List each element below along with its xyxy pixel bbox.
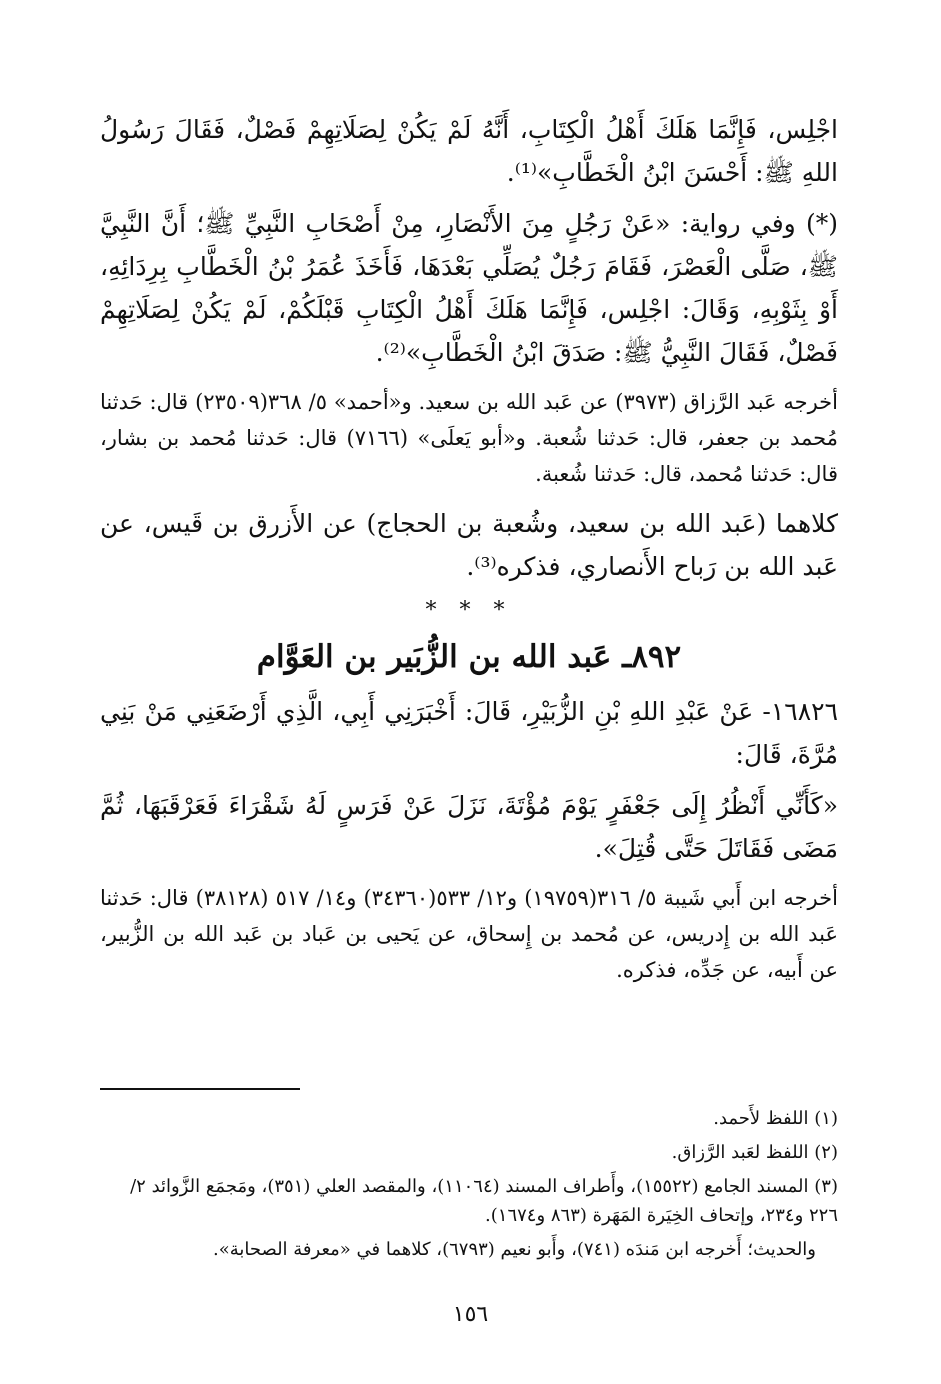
footnote-2: (٢) اللفظ لعَبد الرَّزاق. (671, 1142, 838, 1163)
footnote-3: (٣) المسند الجامع (١٥٥٢٢)، وأَطراف المسند (١١٠٦٤)، والمقصد العلي (٣٥١)، ومَجمَع الزَّوائد ٢/ ٢٢٦ و٢٣٤، وإتحاف الخِيَرة المَهَرة (٨٦٣ و١٦٧٤). (130, 1176, 838, 1226)
section-separator: * * * (425, 598, 513, 623)
hadith-variant-narration: (*) وفي رواية: «عَنْ رَجُلٍ مِنَ الأَنْصَارِ، مِنْ أَصْحَابِ النَّبِيِّ ﷺ؛ أَنَّ النَّبِيَّ ﷺ، صَلَّى الْعَصْرَ، فَقَامَ رَجُلٌ يُصَلِّي بَعْدَهَا، فَأَخَذَ عُمَرُ بْنُ الْخَطَّابِ بِرِدَائِهِ، أَوْ بِثَوْبِهِ، وَقَالَ: اجْلِس، فَإِنَّمَا هَلَكَ أَهْلُ الْكِتَابِ قَبْلَكُمْ، لَمْ يَكُنْ لِصَلَاتِهِمْ فَصْلٌ، فَقَالَ النَّبِيُّ ﷺ: صَدَقَ ابْنُ الْخَطَّابِ»⁽²⁾. (100, 209, 838, 367)
page-body (100, 108, 838, 998)
hadith-number-text: ١٦٨٢٦- عَنْ عَبْدِ اللهِ بْنِ الزُّبَيْرِ، قَالَ: أَخْبَرَنِي أَبِي، الَّذِي أَرْضَعَنِي مَنْ بَنِي مُرَّةَ، قَالَ: (100, 697, 838, 769)
footnote-divider (100, 1088, 300, 1090)
takhrij-paragraph-2: أخرجه ابن أَبي شَيبة ٥/ ٣١٦(١٩٧٥٩) و١٢/ ٥٣٣(٣٤٣٦٠) و١٤/ ٥١٧ (٣٨١٢٨) قال: حَدثنا عَبد الله بن إِدريس، عن مُحمد بن إِسحاق، عن يَحيى بن عَباد بن عَبد الله بن الزُّبير، عن أَبيه، عن جَدِّه، فذكره. (100, 886, 838, 982)
footnote-3-continuation: والحديث؛ أَخرجه ابن مَندَه (٧٤١)، وأَبو نعيم (٦٧٩٣)، كلاهما في «معرفة الصحابة». (212, 1239, 816, 1260)
isnad-paragraph: كلاهما (عَبد الله بن سعيد، وشُعبة بن الحجاج) عن الأَزرق بن قَيس، عن عَبد الله بن رَباح الأَنصاري، فذكره⁽³⁾. (100, 509, 838, 581)
section-heading: ٨٩٢ـ عَبد الله بن الزُّبَير بن العَوَّام (256, 639, 682, 675)
hadith-text-continued: اجْلِس، فَإِنَّمَا هَلَكَ أَهْلُ الْكِتَابِ، أَنَّهُ لَمْ يَكُنْ لِصَلَاتِهِمْ فَصْلٌ، فَقَالَ رَسُولُ اللهِ ﷺ: أَحْسَنَ ابْنُ الْخَطَّابِ»⁽¹⁾. (100, 115, 838, 187)
takhrij-paragraph: أخرجه عَبد الرَّزاق (٣٩٧٣) عن عَبد الله بن سعيد. و«أحمد» ٥/ ٣٦٨(٢٣٥٠٩) قال: حَدثنا مُحمد بن جعفر، قال: حَدثنا شُعبة. و«أبو يَعلَى» (٧١٦٦) قال: حَدثنا مُحمد بن بشار، قال: حَدثنا مُحمد، قال: حَدثنا شُعبة. (100, 390, 838, 486)
page-number: ١٥٦ (452, 1302, 489, 1327)
footnote-1: (١) اللفظ لأَحمد. (713, 1108, 838, 1129)
hadith-matn: «كَأَنِّي أَنْظُرُ إِلَى جَعْفَرٍ يَوْمَ مُؤْتَةَ، نَزَلَ عَنْ فَرَسٍ لَهُ شَقْرَاءَ فَعَرْقَبَهَا، ثُمَّ مَضَى فَقَاتَلَ حَتَّى قُتِلَ». (100, 791, 838, 863)
footnotes (100, 1104, 838, 1269)
